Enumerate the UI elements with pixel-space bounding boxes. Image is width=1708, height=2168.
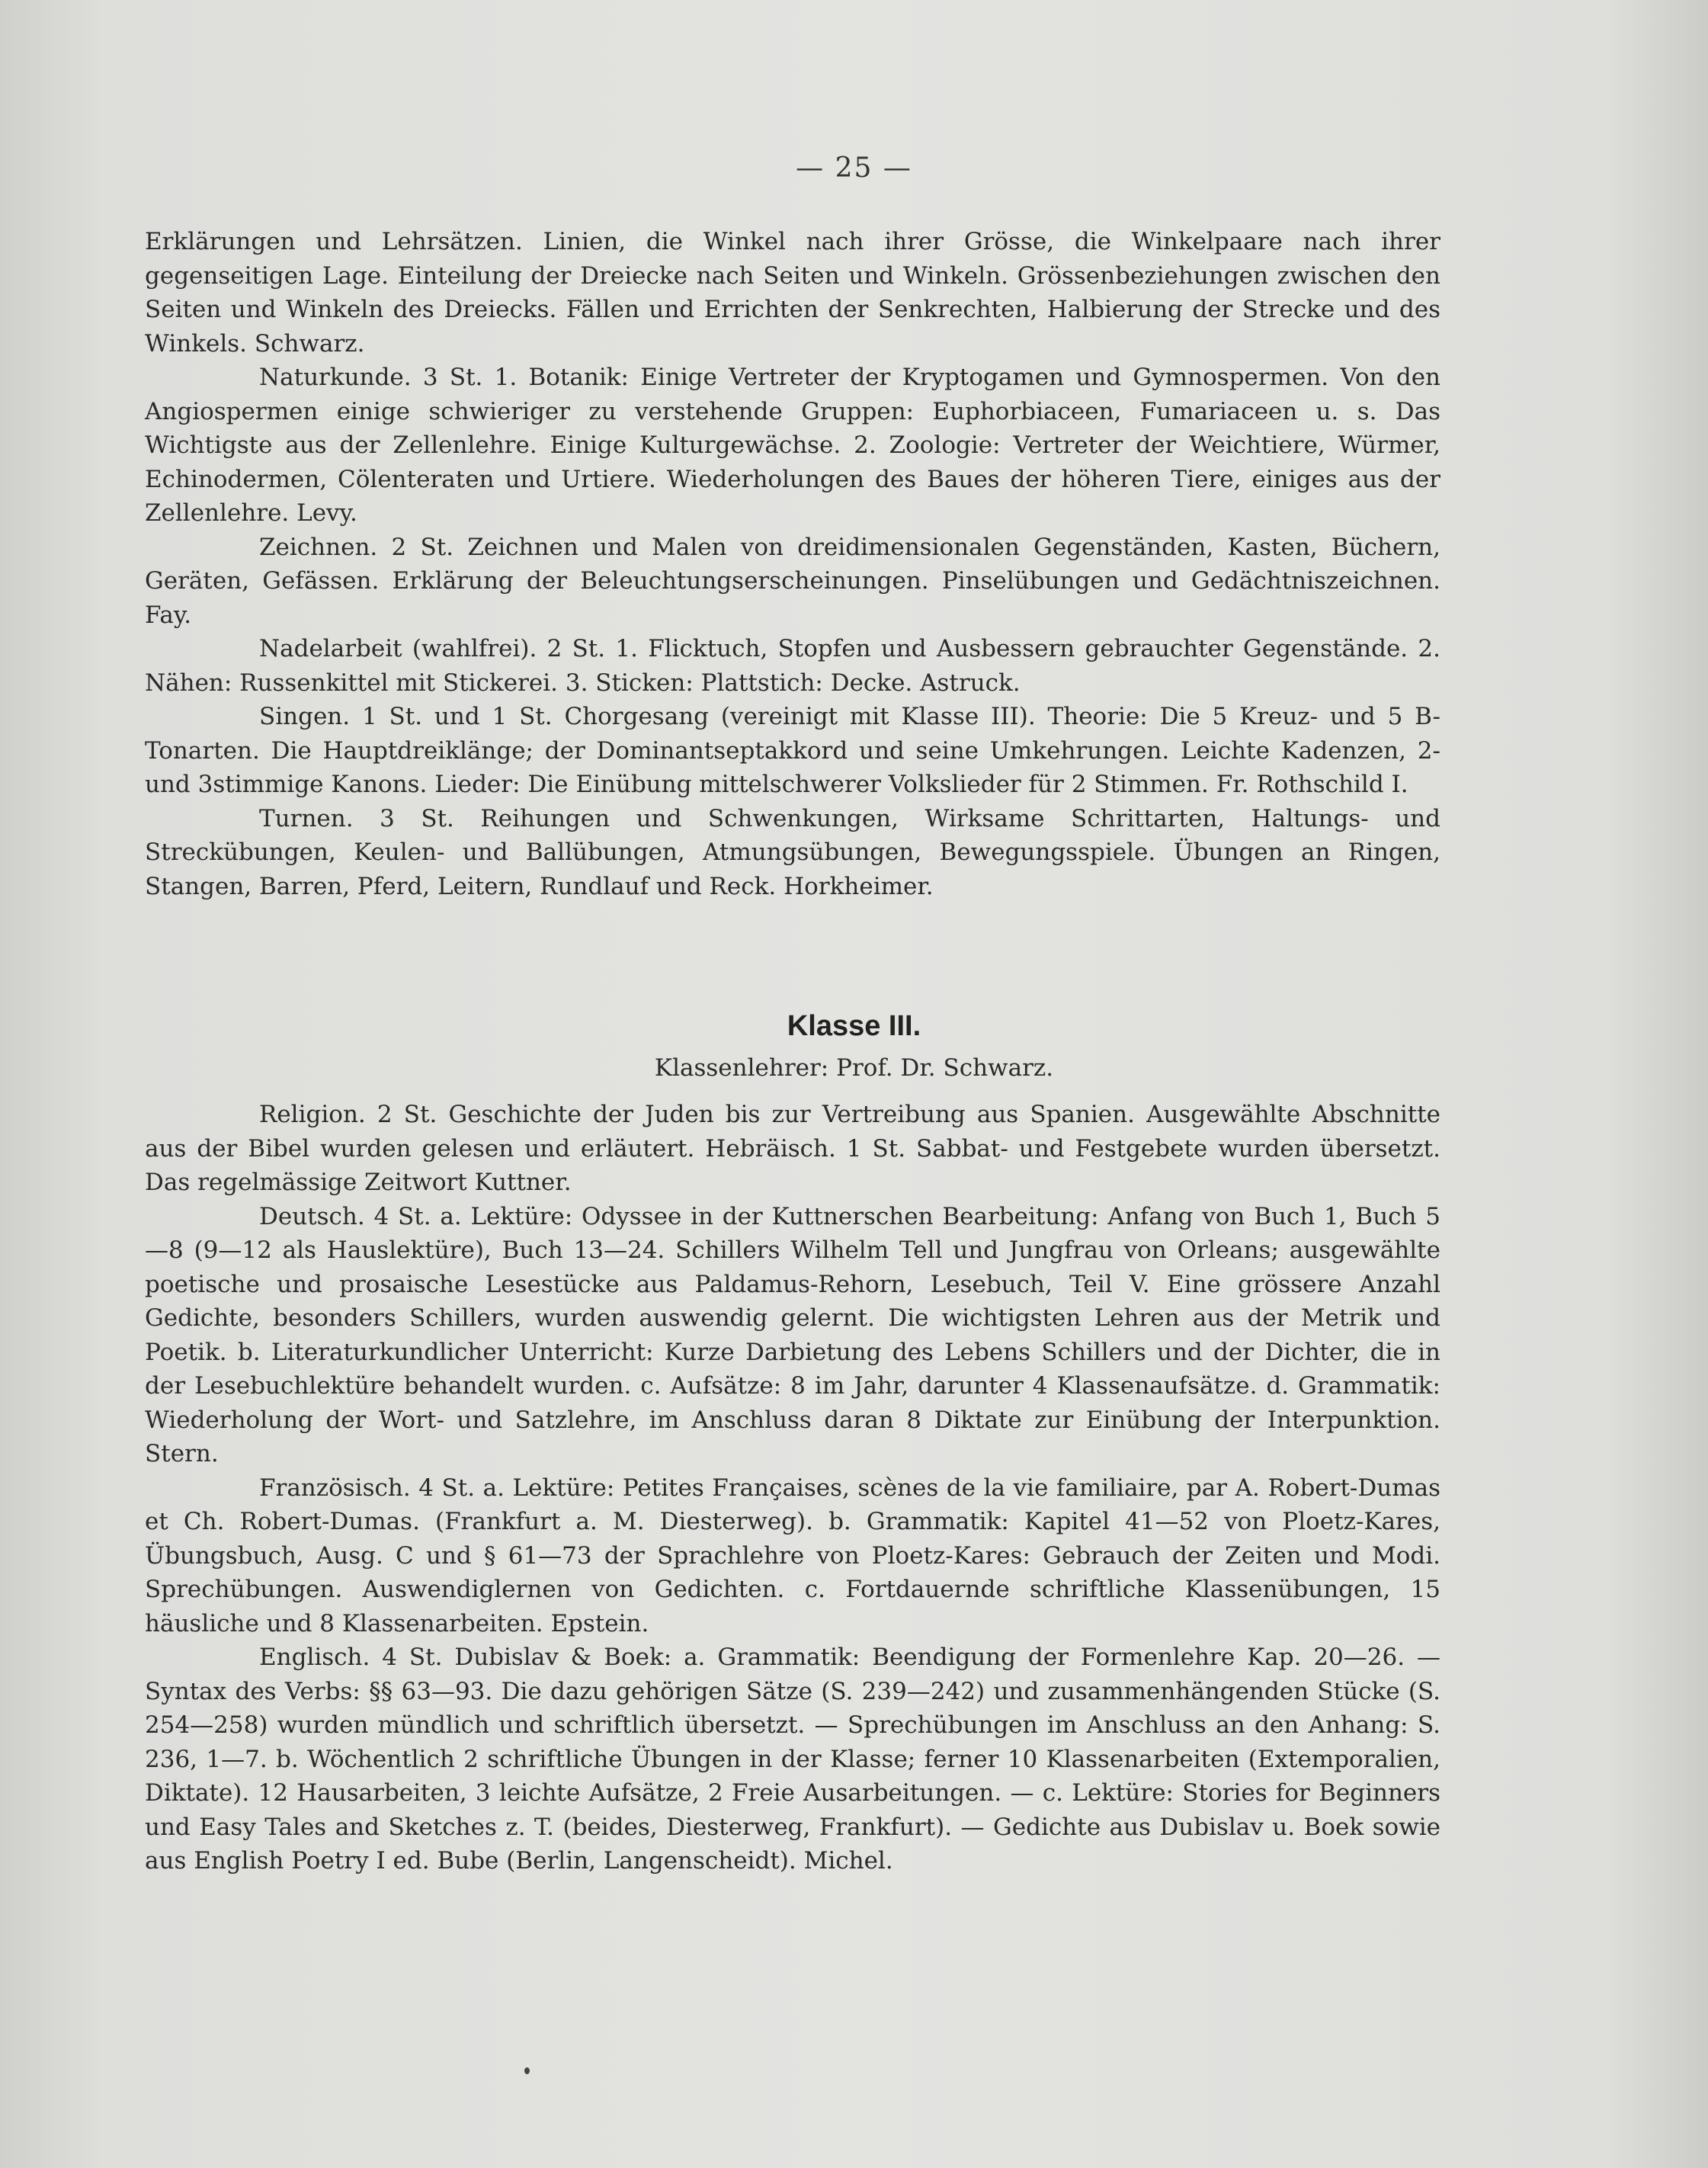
section-title: Klasse III. (787, 1010, 921, 1042)
paragraph-naturkunde: Naturkunde. 3 St. 1. Botanik: Einige Vertreter der Kryptogamen und Gymnospermen. Von den Angiospermen einige schwieriger zu verstehende Gruppen: Euphorbiaceen, Fumariaceen u. s. Das Wichtigste aus der Zellenlehre. Einige Kulturgewächse. 2. Zoologie: Vertreter der Weichtiere, Würmer, Echinodermen, Cölenteraten und Urtiere. Wiederholungen des Baues der höheren Tiere, einiges aus der Zellenlehre. Levy. (145, 364, 1440, 527)
paragraph-turnen: Turnen. 3 St. Reihungen und Schwenkungen, Wirksame Schrittarten, Haltungs- und Streckübungen, Keulen- und Ballübungen, Atmungsübungen, Bewegungsspiele. Übungen an Ringen, Stangen, Barren, Pferd, Leitern, Rundlauf und Reck. Horkheimer. (145, 804, 1440, 900)
paragraph-singen: Singen. 1 St. und 1 St. Chorgesang (vereinigt mit Klasse III). Theorie: Die 5 Kreuz- und 5 B-Tonarten. Die Hauptdreiklänge; der Dominantseptakkord und seine Umkehrungen. Leichte Kadenzen, 2- und 3stimmige Kanons. Lieder: Die Einübung mittelschwerer Volkslieder für 2 Stimmen. Fr. Rothschild I. (145, 703, 1440, 798)
paragraph-deutsch: Deutsch. 4 St. a. Lektüre: Odyssee in der Kuttnerschen Bearbeitung: Anfang von Buch 1, Buch 5—8 (9—12 als Hauslektüre), Buch 13—24. Schillers Wilhelm Tell und Jungfrau von Orleans; ausgewählte poetische und prosaische Lesestücke aus Paldamus-Rehorn, Lesebuch, Teil V. Eine grössere Anzahl Gedichte, besonders Schillers, wurden auswendig gelernt. Die wichtigsten Lehren aus der Metrik und Poetik. b. Literaturkundlicher Unterricht: Kurze Darbietung des Lebens Schillers und der Dichter, die in der Lesebuchlektüre behandelt wurden. c. Aufsätze: 8 im Jahr, darunter 4 Klassenaufsätze. d. Grammatik: Wiederholung der Wort- und Satzlehre, im Anschluss daran 8 Diktate zur Einübung der Interpunktion. Stern. (145, 1202, 1440, 1467)
paper-speck (524, 2067, 530, 2074)
paragraph-englisch: Englisch. 4 St. Dubislav & Boek: a. Grammatik: Beendigung der Formenlehre Kap. 20—26. — Syntax des Verbs: §§ 63—93. Die dazu gehörigen Sätze (S. 239—242) und zusammenhängenden Stücke (S. 254—258) wurden mündlich und schriftlich übersetzt. — Sprechübungen im Anschluss an den Anhang: S. 236, 1—7. b. Wöchentlich 2 schriftliche Übungen in der Klasse; ferner 10 Klassenarbeiten (Extemporalien, Diktate). 12 Hausarbeiten, 3 leichte Aufsätze, 2 Freie Ausarbeitungen. — c. Lektüre: Stories for Beginners und Easy Tales and Sketches z. T. (beides, Diesterweg, Frankfurt). — Gedichte aus Dubislav u. Boek sowie aus English Poetry I ed. Bube (Berlin, Langenscheidt). Michel. (145, 1644, 1440, 1875)
paragraph-franzoesisch: Französisch. 4 St. a. Lektüre: Petites Françaises, scènes de la vie familiaire, par A. Robert-Dumas et Ch. Robert-Dumas. (Frankfurt a. M. Diesterweg). b. Grammatik: Kapitel 41—52 von Ploetz-Kares, Übungsbuch, Ausg. C und § 61—73 der Sprachlehre von Ploetz-Kares: Gebrauch der Zeiten und Modi. Sprechübungen. Auswendiglernen von Gedichten. c. Fortdauernde schriftliche Klassenübungen, 15 häusliche und 8 Klassenarbeiten. Epstein. (145, 1474, 1440, 1637)
page-number: — 25 — (796, 152, 912, 184)
paragraph-zeichnen: Zeichnen. 2 St. Zeichnen und Malen von dreidimensionalen Gegenständen, Kasten, Büchern, Geräten, Gefässen. Erklärung der Beleuchtungserscheinungen. Pinselübungen und Gedächtniszeichnen. Fay. (145, 533, 1440, 629)
top-text-block (145, 225, 1440, 903)
paragraph-religion: Religion. 2 St. Geschichte der Juden bis zur Vertreibung aus Spanien. Ausgewählte Abschnitte aus der Bibel wurden gelesen und erläutert. Hebräisch. 1 St. Sabbat- und Festgebete wurden übersetzt. Das regelmässige Zeitwort Kuttner. (145, 1101, 1440, 1196)
paragraph-geometry-continuation: Erklärungen und Lehrsätzen. Linien, die Winkel nach ihrer Grösse, die Winkelpaare nach ihrer gegenseitigen Lage. Einteilung der Dreiecke nach Seiten und Winkeln. Grössenbeziehungen zwischen den Seiten und Winkeln des Dreiecks. Fällen und Errichten der Senkrechten, Halbierung der Strecke und des Winkels. Schwarz. (145, 228, 1440, 358)
class-teacher-line: Klassenlehrer: Prof. Dr. Schwarz. (654, 1054, 1054, 1082)
paragraph-nadelarbeit: Nadelarbeit (wahlfrei). 2 St. 1. Flicktuch, Stopfen und Ausbessern gebrauchter Gegenstände. 2. Nähen: Russenkittel mit Stickerei. 3. Sticken: Plattstich: Decke. Astruck. (145, 635, 1440, 697)
bottom-text-block (145, 1098, 1440, 1878)
